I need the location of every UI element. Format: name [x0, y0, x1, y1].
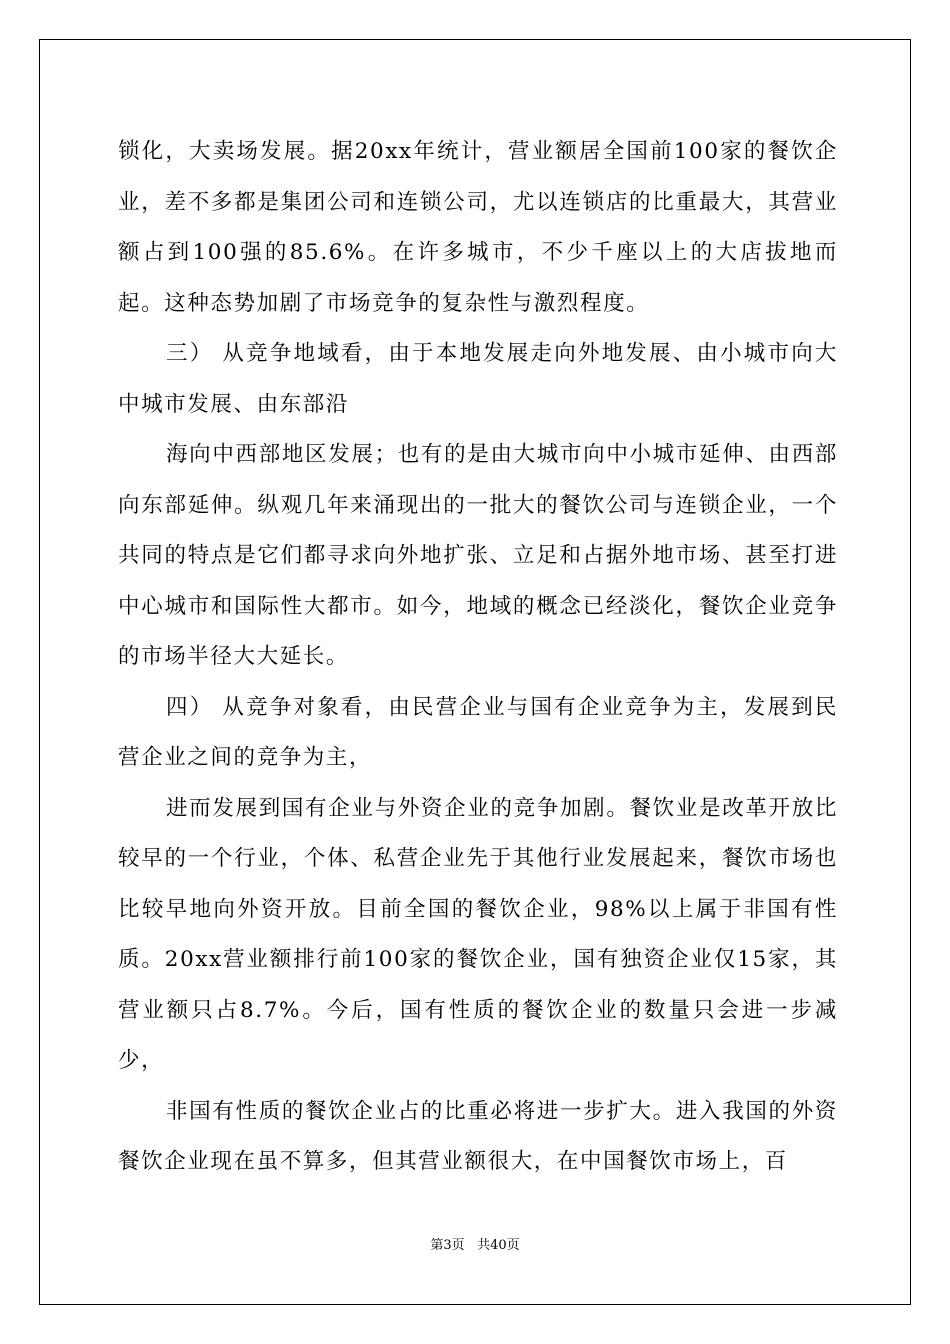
page-total: 共40页 — [477, 1238, 520, 1253]
paragraph-2: 三） 从竞争地域看，由于本地发展走向外地发展、由小城市向大中城市发展、由东部沿 — [118, 341, 838, 417]
document-body — [118, 127, 838, 1188]
page-number: 第3页 — [430, 1238, 465, 1253]
paragraph-3: 海向中西部地区发展；也有的是由大城市向中小城市延伸、由西部向东部延伸。纵观几年来涌现出的一批大的餐饮公司与连锁企业，一个共同的特点是它们都寻求向外地扩张、立足和占据外地市场、甚至打进中心城市和国际性大都市。如今，地域的概念已经淡化，餐饮企业竞争的市场半径大大延长。 — [118, 442, 838, 669]
page-footer — [0, 1237, 950, 1255]
paragraph-4: 四） 从竞争对象看，由民营企业与国有企业竞争为主，发展到民营企业之间的竞争为主， — [118, 694, 838, 770]
paragraph-5: 进而发展到国有企业与外资企业的竞争加剧。餐饮业是改革开放比较早的一个行业，个体、私营企业先于其他行业发展起来，餐饮市场也比较早地向外资开放。目前全国的餐饮企业，98%以上属于非国有性质。20xx营业额排行前100家的餐饮企业，国有独资企业仅15家，其营业额只占8.7%。今后，国有性质的餐饮企业的数量只会进一步减少， — [118, 795, 838, 1073]
paragraph-6: 非国有性质的餐饮企业占的比重必将进一步扩大。进入我国的外资餐饮企业现在虽不算多，但其营业额很大，在中国餐饮市场上，百 — [118, 1098, 838, 1174]
paragraph-1: 锁化，大卖场发展。据20xx年统计，营业额居全国前100家的餐饮企业，差不多都是集团公司和连锁公司，尤以连锁店的比重最大，其营业额占到100强的85.6%。在许多城市，不少千座以上的大店拔地而起。这种态势加剧了市场竞争的复杂性与激烈程度。 — [118, 139, 838, 316]
